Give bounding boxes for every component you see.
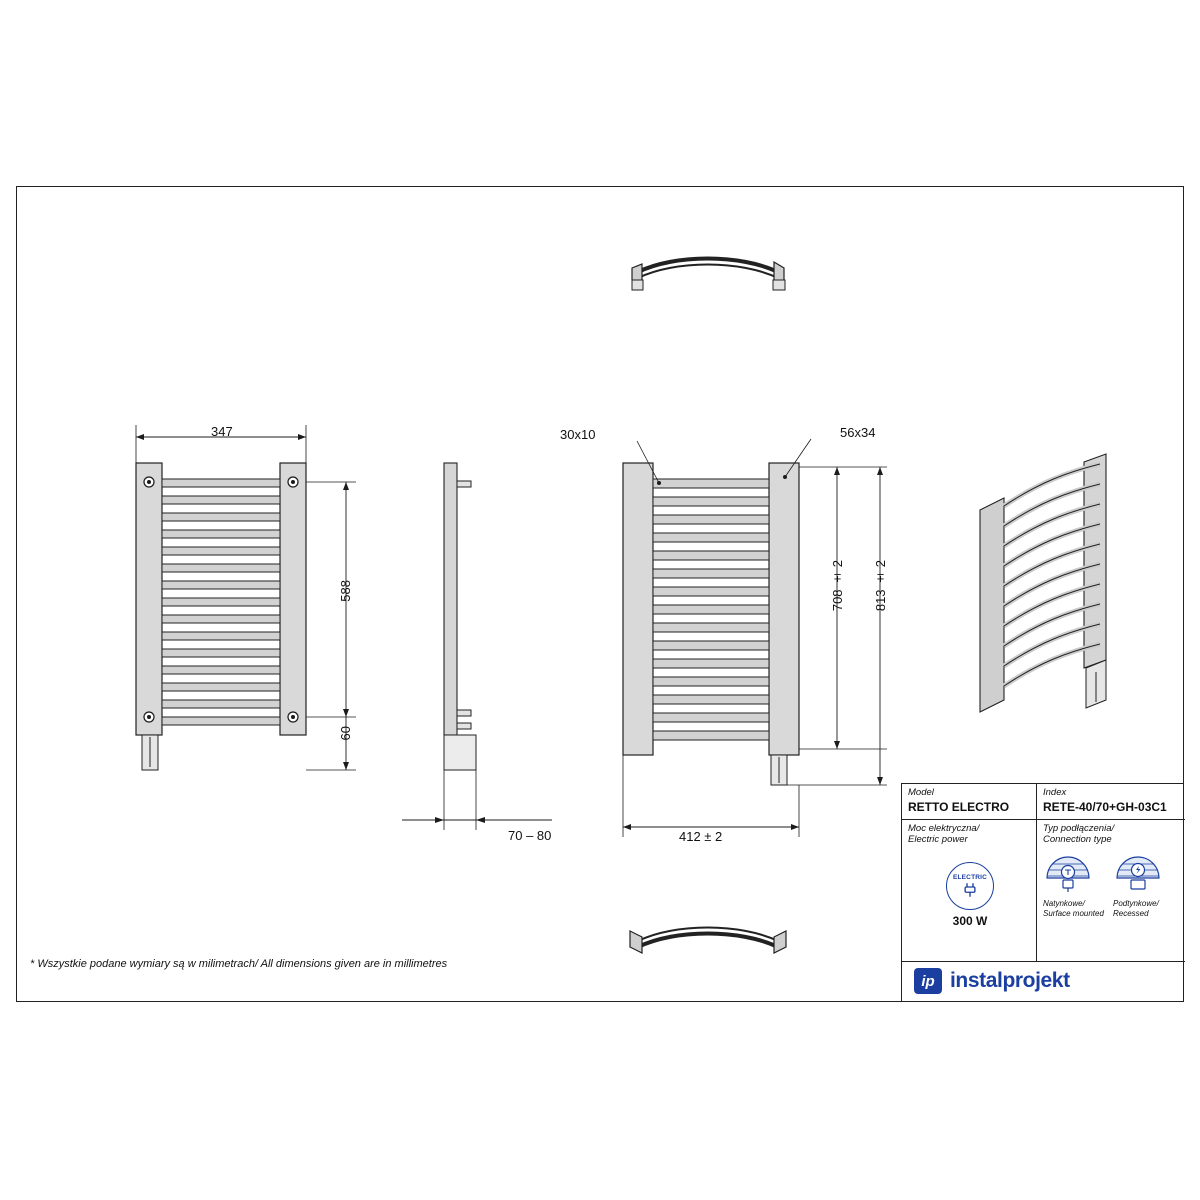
recessed-mount-icon — [1113, 856, 1163, 894]
connection-label-pl: Typ podłączenia/ — [1043, 823, 1115, 834]
model-value: RETTO ELECTRO — [908, 800, 1010, 814]
brand-name: instalprojekt — [950, 969, 1070, 992]
main-front-view-drawing — [615, 455, 905, 815]
electric-icon — [946, 862, 994, 910]
index-label: Index — [1043, 787, 1067, 798]
instalprojekt-mark-icon: ip — [914, 968, 942, 994]
side-view-drawing — [432, 455, 582, 835]
electric-badge-label: ELECTRIC — [952, 873, 988, 881]
dim-front-width: 347 — [211, 424, 233, 439]
perspective-view-drawing — [960, 440, 1140, 760]
info-table-row-brand — [902, 962, 1185, 1002]
footnote-dimensions: * Wszystkie podane wymiary są w milimetrach/ All dimensions given are in millimetres — [30, 958, 448, 970]
accessory-top-view — [620, 250, 800, 310]
info-table-row-model — [902, 784, 1185, 820]
model-label: Model — [908, 787, 934, 798]
power-label-pl: Moc elektryczna/ — [908, 823, 980, 834]
info-table-row-specs — [902, 820, 1185, 962]
dim-side-depth: 70 – 80 — [508, 828, 552, 843]
model-cell — [902, 784, 1037, 820]
power-label-en: Electric power — [908, 834, 968, 845]
connection-type-cell — [1037, 820, 1185, 962]
surface-mount-icon — [1043, 856, 1093, 894]
dim-overall-width: 412 ± 2 — [679, 829, 723, 844]
recessed-caption-en: Recessed — [1113, 908, 1149, 918]
front-view-drawing — [128, 455, 338, 800]
dim-tube-large: 56x34 — [840, 425, 876, 440]
connection-label-en: Connection type — [1043, 834, 1112, 845]
dim-tube-small: 30x10 — [560, 427, 596, 442]
index-value: RETE-40/70+GH-03C1 — [1043, 800, 1167, 814]
recessed-caption-pl: Podtynkowe/ — [1113, 899, 1159, 908]
index-cell — [1037, 784, 1185, 820]
electric-power-cell — [902, 820, 1037, 962]
dim-inner-height: 708 ± 2 — [830, 560, 845, 612]
dim-outer-height: 813 ± 2 — [873, 560, 888, 612]
electric-power-value: 300 W — [952, 914, 988, 928]
surface-caption-en: Surface mounted — [1043, 908, 1104, 918]
brand-logo — [914, 968, 1070, 994]
plug-icon — [961, 881, 979, 899]
accessory-bottom-view — [620, 915, 800, 965]
info-table — [901, 783, 1184, 1001]
connection-option-surface — [1043, 856, 1105, 918]
dim-front-bottom: 60 — [338, 726, 353, 741]
surface-caption-pl: Natynkowe/ — [1043, 899, 1085, 908]
dim-front-height: 588 — [338, 580, 353, 602]
connection-option-recessed — [1113, 856, 1179, 918]
